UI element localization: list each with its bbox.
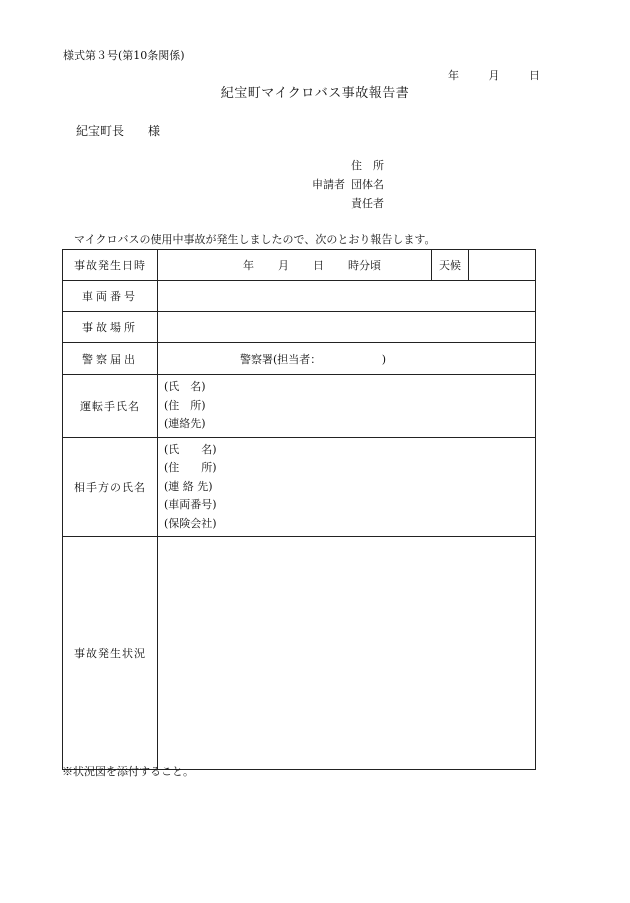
row-other-party: [63, 437, 536, 537]
accident-time-label: 時分頃: [348, 259, 381, 272]
label-situation: 事故発生状況: [63, 537, 158, 770]
field-police-report[interactable]: [158, 343, 536, 375]
other-party-insurance-label: (保険会社): [164, 516, 217, 530]
row-accident-datetime: [63, 250, 536, 281]
report-table: [62, 249, 536, 770]
applicant-address-label: 住 所: [351, 159, 384, 172]
label-weather: 天候: [432, 250, 469, 281]
driver-address-label: (住 所): [164, 398, 206, 412]
footnote: ※状況図を添付すること。: [62, 765, 194, 778]
report-date: [448, 70, 540, 81]
label-accident-datetime: 事故発生日時: [63, 250, 158, 281]
intro-text: マイクロバスの使用中事故が発生しましたので、次のとおり報告します。: [74, 233, 436, 246]
applicant-block: [300, 160, 411, 217]
field-other-party[interactable]: [158, 437, 536, 537]
field-accident-location[interactable]: [158, 312, 536, 343]
other-party-name-label: (氏 名): [164, 442, 217, 456]
label-police-report: 警察届出: [63, 343, 158, 375]
date-day-label: 日: [529, 69, 540, 82]
other-party-contact-label: (連 絡 先): [164, 479, 213, 493]
applicant-role-label: 申請者: [312, 178, 345, 191]
document-title: 紀宝町マイクロバス事故報告書: [220, 86, 410, 101]
applicant-group-label: 団体名: [351, 178, 384, 191]
row-driver: [63, 375, 536, 438]
addressee: [76, 125, 160, 137]
applicant-responsible-label: 責任者: [351, 197, 384, 210]
row-situation: [63, 537, 536, 770]
label-vehicle-number: 車両番号: [63, 281, 158, 312]
field-situation[interactable]: [158, 537, 536, 770]
row-vehicle-number: [63, 281, 536, 312]
label-driver-name: 運転手氏名: [63, 375, 158, 438]
form-number: 様式第３号(第10条関係): [63, 49, 185, 62]
accident-year-label: 年: [243, 259, 254, 272]
label-other-party: 相手方の氏名: [63, 437, 158, 537]
addressee-name: 紀宝町長: [76, 124, 125, 138]
driver-contact-label: (連絡先): [164, 417, 206, 430]
field-accident-datetime[interactable]: [158, 250, 432, 281]
field-vehicle-number[interactable]: [158, 281, 536, 312]
date-year-label: 年: [448, 69, 459, 82]
row-accident-location: [63, 312, 536, 343]
field-weather[interactable]: [469, 250, 536, 281]
date-month-label: 月: [488, 69, 500, 82]
label-accident-location: 事故場所: [63, 312, 158, 343]
driver-name-label: (氏 名): [164, 380, 206, 393]
other-party-address-label: (住 所): [164, 461, 217, 474]
field-driver[interactable]: [158, 375, 536, 438]
accident-day-label: 日: [313, 259, 324, 272]
row-police-report: [63, 343, 536, 375]
honorific: 様: [148, 124, 161, 138]
accident-month-label: 月: [278, 259, 289, 272]
other-party-vehicle-label: (車両番号): [164, 498, 217, 511]
police-station-text: 警察署(担当者： ): [240, 352, 387, 366]
